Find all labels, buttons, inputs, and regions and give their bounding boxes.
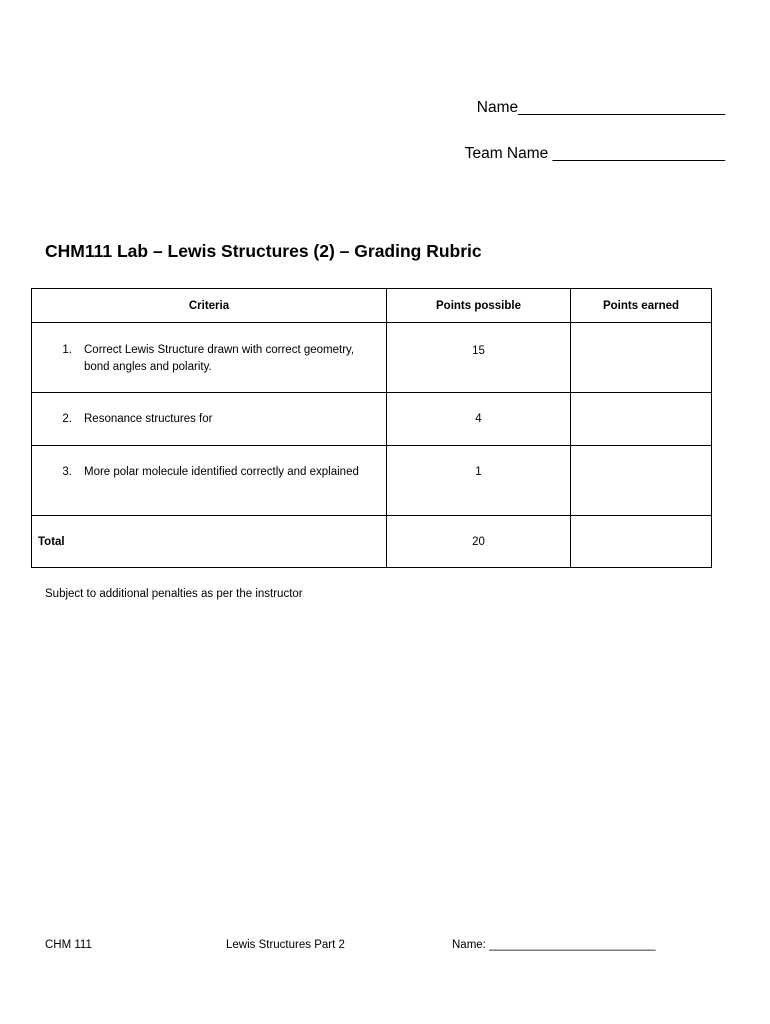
column-header-criteria: Criteria — [32, 289, 387, 323]
table-row — [32, 393, 712, 446]
points-possible-cell — [387, 323, 571, 393]
total-points-earned-cell — [571, 516, 712, 568]
total-label: Total — [38, 536, 65, 548]
points-possible-value: 4 — [475, 413, 482, 425]
column-header-points-earned: Points earned — [571, 289, 712, 323]
points-possible-cell — [387, 446, 571, 516]
criteria-number: 3. — [62, 466, 72, 478]
criteria-text: Correct Lewis Structure drawn with correct geometry, bond angles and polarity. — [84, 344, 355, 373]
team-name-field: Team Name ____________________ — [464, 145, 725, 162]
points-earned-value — [571, 393, 711, 411]
total-points-earned-value — [571, 516, 711, 534]
points-earned-value — [571, 446, 711, 464]
grading-rubric-table — [31, 288, 712, 568]
points-earned-value — [571, 323, 711, 343]
points-possible-value: 15 — [472, 345, 485, 357]
points-possible-cell — [387, 393, 571, 446]
total-label-cell — [32, 516, 387, 568]
total-row — [32, 516, 712, 568]
points-possible-value: 1 — [475, 466, 482, 478]
footer-course: CHM 111 — [45, 939, 92, 951]
footer-document-title: Lewis Structures Part 2 — [226, 939, 345, 951]
criteria-number: 2. — [62, 413, 72, 425]
footer-name-field: Name: __________________________ — [452, 939, 656, 951]
column-header-points-possible: Points possible — [387, 289, 571, 323]
penalty-note: Subject to additional penalties as per the instructor — [45, 588, 303, 600]
total-points-possible-cell — [387, 516, 571, 568]
student-name-field: Name________________________ — [476, 99, 725, 116]
points-earned-cell — [571, 446, 712, 516]
points-earned-cell — [571, 323, 712, 393]
criteria-cell — [32, 446, 387, 516]
criteria-text: Resonance structures for — [84, 413, 213, 425]
total-points-possible-value: 20 — [472, 536, 485, 548]
table-header-row — [32, 289, 712, 323]
criteria-text: More polar molecule identified correctly and explained — [84, 466, 359, 478]
criteria-number: 1. — [62, 344, 72, 356]
criteria-cell — [32, 323, 387, 393]
points-earned-cell — [571, 393, 712, 446]
table-row — [32, 446, 712, 516]
criteria-cell — [32, 393, 387, 446]
table-row — [32, 323, 712, 393]
page-title: CHM111 Lab – Lewis Structures (2) – Grading Rubric — [45, 241, 482, 261]
